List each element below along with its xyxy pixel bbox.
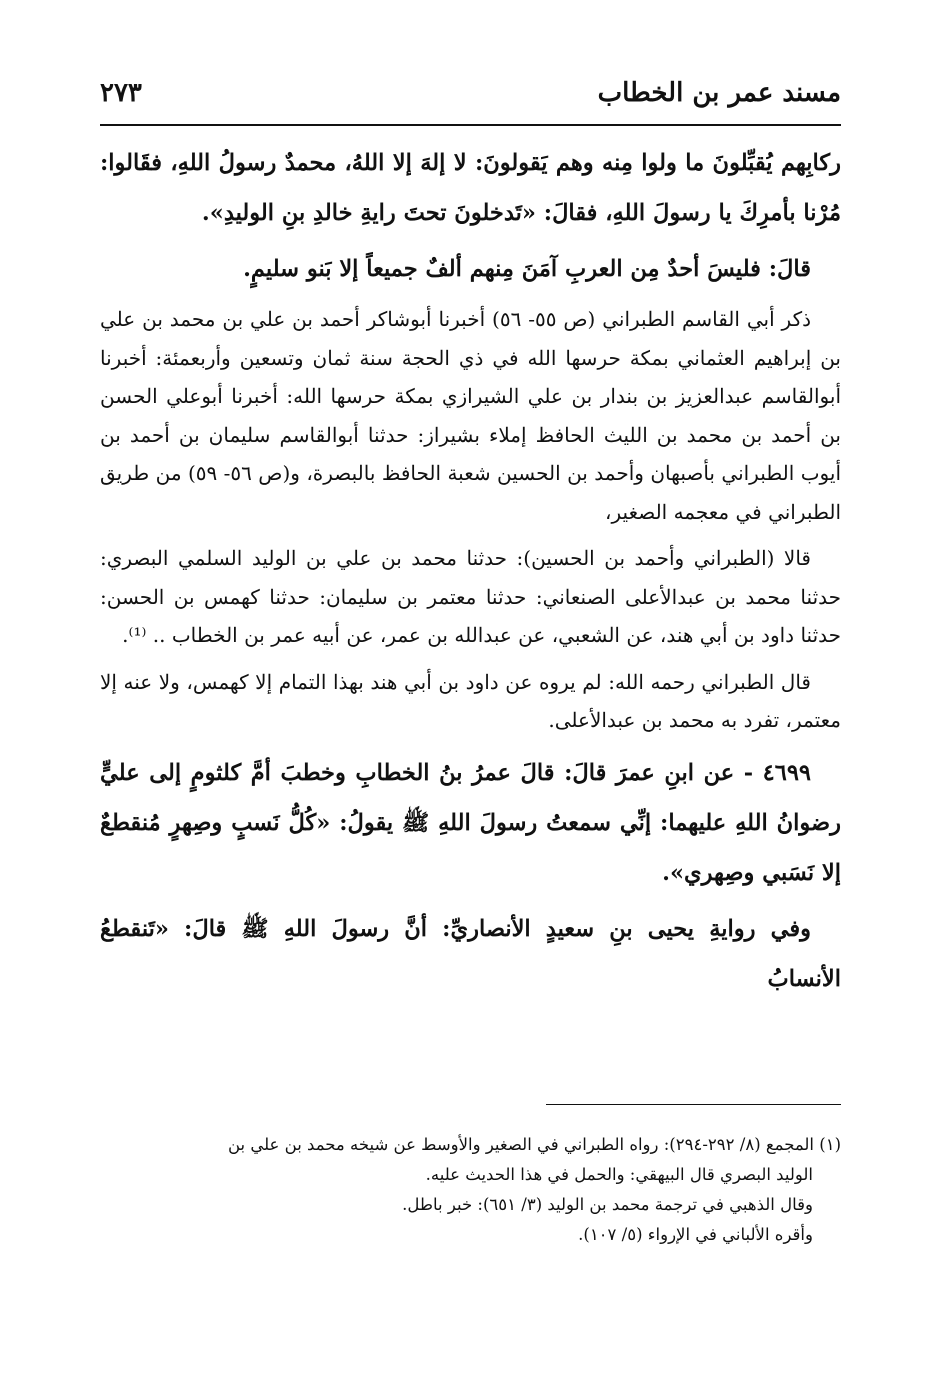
hadith-paragraph: قالَ: فليسَ أحدٌ مِن العربِ آمَنَ مِنهم ألفٌ جميعاً إلا بَنو سليمٍ. [243, 256, 811, 282]
main-text [100, 138, 841, 1010]
page-number: ٢٧٣ [100, 78, 142, 108]
footnotes [100, 1130, 841, 1250]
isnad-paragraph: قالا (الطبراني وأحمد بن الحسين): حدثنا محمد بن علي بن الوليد السلمي البصري: حدثنا محمد بن عبدالأعلى الصنعاني: حدثنا معتمر بن سليمان: حدثنا كهمس بن الحسن: حدثنا داود بن أبي هند، عن الشعبي، عن عبدالله بن عمر، عن أبيه عمر بن الخطاب .. ⁽¹⁾. [100, 546, 841, 647]
hadith-paragraph: وفي روايةِ يحيى بنِ سعيدٍ الأنصاريِّ: أنَّ رسولَ اللهِ ﷺ قالَ: «تَنقطعُ الأنسابُ [100, 915, 841, 992]
footnote-line: (١) المجمع (٨/ ٢٩٢-٢٩٤): رواه الطبراني في الصغير والأوسط عن شيخه محمد بن علي بن [227, 1135, 841, 1154]
header-title: مسند عمر بن الخطاب [597, 78, 841, 108]
footnote-divider [546, 1104, 841, 1105]
hadith-paragraph: ٤٦٩٩ - عن ابنِ عمرَ قالَ: قالَ عمرُ بنُ الخطابِ وخطبَ أمَّ كلثومٍ إلى عليٍّ رضوانُ اللهِ عليهما: إنِّي سمعتُ رسولَ اللهِ ﷺ يقولُ: «كُلُّ نَسبٍ وصِهرٍ مُنقطعٌ إلا نَسَبي وصِهري». [100, 759, 841, 886]
isnad-paragraph: قال الطبراني رحمه الله: لم يروه عن داود بن أبي هند بهذا التمام إلا كهمس، ولا عنه إلا معتمر، تفرد به محمد بن عبدالأعلى. [100, 669, 841, 732]
running-header [100, 78, 841, 122]
hadith-paragraph: ركابِهم يُقبِّلونَ ما ولوا مِنه وهم يَقولونَ: لا إلهَ إلا اللهُ، محمدٌ رسولُ اللهِ، فقَالوا: مُرْنا بأمرِكَ يا رسولَ اللهِ، فقالَ: «تَدخلونَ تحتَ رايةِ خالدِ بنِ الوليدِ». [100, 150, 841, 226]
isnad-paragraph: ذكر أبي القاسم الطبراني (ص ٥٥- ٥٦) أخبرنا أبوشاكر أحمد بن علي بن محمد بن علي بن إبراهيم العثماني بمكة حرسها الله في ذي الحجة سنة ثمان وتسعين وأربعمئة: أخبرنا أبوالقاسم عبدالعزيز بن بندار بن علي الشيرازي بمكة حرسها الله: أخبرنا أبوعلي الحسن بن أحمد بن محمد بن الليث الحافظ إملاء بشيراز: حدثنا أبوالقاسم سليمان بن أحمد بن أيوب الطبراني بأصبهان وأحمد بن الحسين شعبة الحافظ بالبصرة، و(ص ٥٦- ٥٩) من طريق الطبراني في معجمه الصغير، [100, 307, 841, 524]
header-divider [100, 124, 841, 126]
footnote-line: وأقره الألباني في الإرواء (٥/ ١٠٧). [578, 1225, 813, 1244]
footnote-line: الوليد البصري قال البيهقي: والحمل في هذا الحديث عليه. [425, 1165, 813, 1184]
footnote-line: وقال الذهبي في ترجمة محمد بن الوليد (٣/ ٦٥١): خبر باطل. [402, 1195, 813, 1214]
